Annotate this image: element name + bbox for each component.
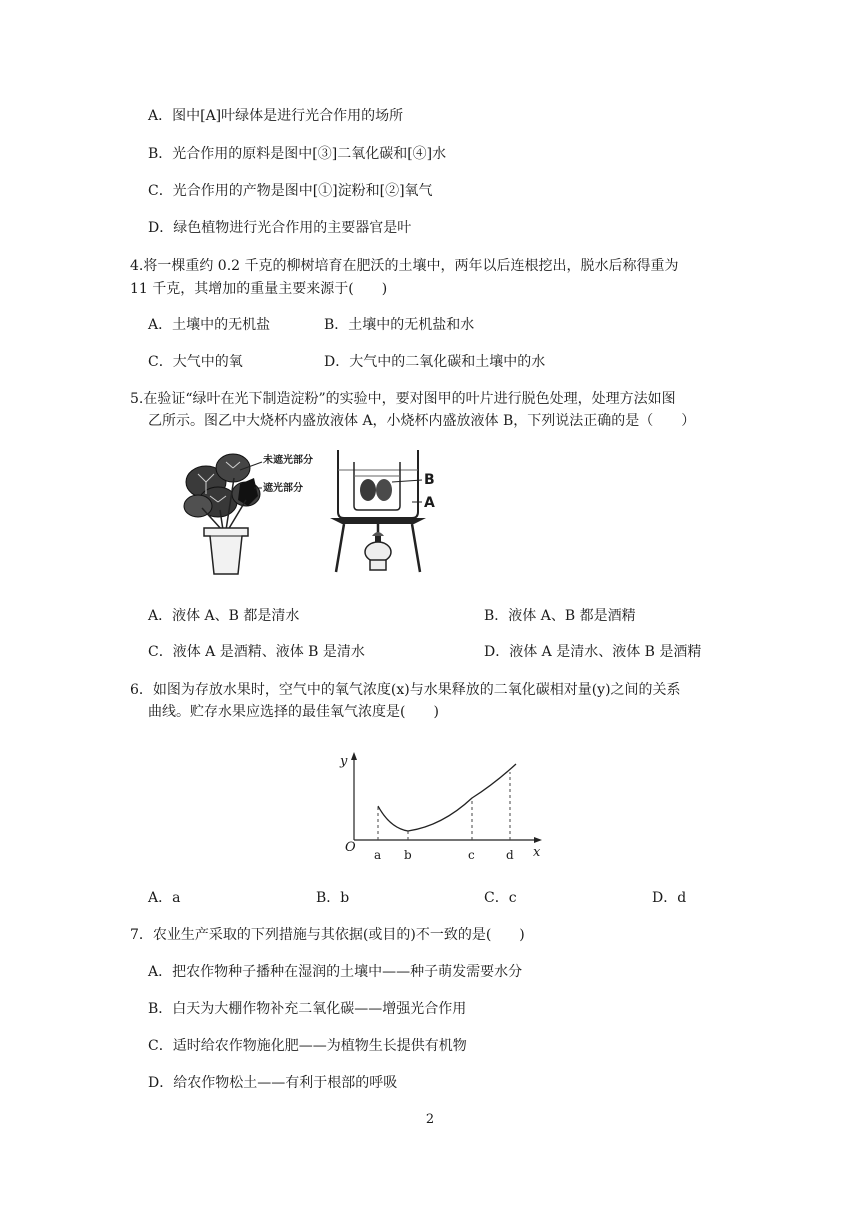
- q4-stem-line2: 11 千克，其增加的重量主要来源于( ): [130, 281, 388, 297]
- q5-stem-line2: 乙所示。图乙中大烧杯内盛放液体 A，小烧杯内盛放液体 B，下列说法正确的是（ ）: [148, 413, 696, 429]
- q5-option-c: C．液体 A 是酒精、液体 B 是清水: [148, 644, 365, 660]
- page-number: 2: [425, 1112, 435, 1127]
- q5-option-b: B．液体 A、B 都是酒精: [484, 608, 636, 624]
- q7-option-c: C．适时给农作物施化肥——为植物生长提供有机物: [148, 1038, 467, 1054]
- oxygen-co2-graph: [338, 748, 548, 863]
- q6-option-d: D．d: [652, 890, 687, 906]
- q6-stem-line1: 6．如图为存放水果时，空气中的氧气浓度(x)与水果释放的二氧化碳相对量(y)之间的关系: [130, 682, 681, 698]
- graph-tick-a: a: [374, 848, 382, 862]
- label-shaded-part: 遮光部分: [263, 483, 303, 494]
- q5-option-a: A．液体 A、B 都是清水: [148, 608, 300, 624]
- q6-option-c: C．c: [484, 890, 517, 906]
- q4-option-c: C．大气中的氧: [148, 354, 243, 370]
- graph-x-label: x: [533, 845, 541, 860]
- q7-option-b: B．白天为大棚作物补充二氧化碳——增强光合作用: [148, 1001, 467, 1017]
- label-unshaded-part: 未遮光部分: [263, 455, 313, 466]
- q6-option-b: B．b: [316, 890, 350, 906]
- q7-option-d: D．给农作物松土——有利于根部的呼吸: [148, 1075, 398, 1091]
- q6-option-a: A．a: [148, 890, 181, 906]
- q4-option-a: A．土壤中的无机盐: [148, 317, 271, 333]
- q3-option-c: C．光合作用的产物是图中[①]淀粉和[②]氧气: [148, 183, 433, 199]
- q7-stem: 7．农业生产采取的下列措施与其依据(或目的)不一致的是( ): [130, 927, 525, 943]
- label-liquid-a: A: [424, 495, 435, 511]
- graph-tick-c: c: [468, 848, 475, 862]
- graph-y-label: y: [340, 754, 348, 769]
- q3-option-a: A．图中[A]叶绿体是进行光合作用的场所: [148, 108, 404, 124]
- q3-option-b: B．光合作用的原料是图中[③]二氧化碳和[④]水: [148, 146, 447, 162]
- label-liquid-b: B: [424, 472, 435, 488]
- q4-option-b: B．土壤中的无机盐和水: [324, 317, 475, 333]
- graph-tick-b: b: [404, 848, 412, 862]
- graph-tick-d: d: [506, 848, 514, 862]
- q4-stem-line1: 4.将一棵重约 0.2 千克的柳树培育在肥沃的土壤中，两年以后连根挖出，脱水后称得重为: [130, 258, 679, 274]
- q5-option-d: D．液体 A 是清水、液体 B 是酒精: [484, 644, 702, 660]
- graph-origin: O: [345, 840, 356, 855]
- q7-option-a: A．把农作物种子播种在湿润的土壤中——种子萌发需要水分: [148, 964, 523, 980]
- q4-option-d: D．大气中的二氧化碳和土壤中的水: [324, 354, 546, 370]
- curve: [378, 764, 516, 831]
- q3-option-d: D．绿色植物进行光合作用的主要器官是叶: [148, 220, 412, 236]
- q6-stem-line2: 曲线。贮存水果应选择的最佳氧气浓度是( ): [148, 704, 439, 720]
- q5-stem-line1: 5.在验证“绿叶在光下制造淀粉”的实验中，要对图甲的叶片进行脱色处理，处理方法如图: [130, 391, 676, 407]
